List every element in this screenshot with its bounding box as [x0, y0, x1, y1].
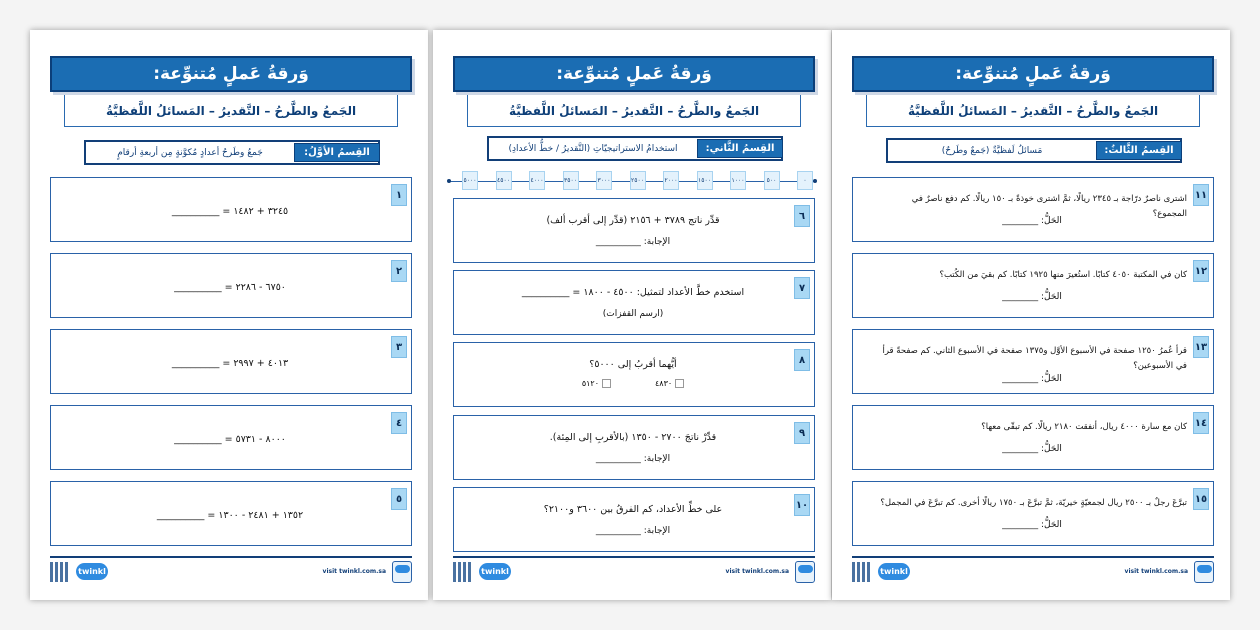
problem-text: قدِّرْ ناتجَ ٢٧٠٠ - ١٣٥٠ (بالأقربِ إلى المِئة). [549, 432, 717, 443]
option[interactable] [582, 379, 611, 388]
problem-number: ١٠ [794, 494, 810, 516]
problem-text: على خطِّ الأعداد، كم الفرقُ بين ٣٦٠٠ و٢١٠٠؟ [543, 504, 723, 515]
page-footer [453, 556, 815, 584]
problem-number: ٩ [794, 422, 810, 444]
twinkl-logo: twinkl [878, 563, 910, 580]
problem-box [852, 481, 1214, 546]
qr-code-icon [50, 562, 70, 582]
page-footer [852, 556, 1214, 584]
section-text: جَمعُ وطَرحُ أعدادٍ مُكوَّنةٍ مِن أربعةِ أرقامٍ [117, 147, 263, 158]
problem-number: ٣ [391, 336, 407, 358]
problem-box [50, 253, 412, 318]
problem-number: ١٥ [1193, 488, 1209, 510]
worksheet-page [832, 30, 1230, 600]
answer-line: الإجابة: __________ [595, 454, 671, 464]
problem-text: كان في المكتبة ٤٠٥٠ كتابًا. استُعيرَ منها ١٩٢٥ كتابًا. كم بقيَ من الكُتب؟ [939, 270, 1187, 280]
problem-number: ٢ [391, 260, 407, 282]
worksheet-title: وَرقةُ عَملٍ مُتنوِّعة: [453, 56, 815, 92]
problem-box [50, 405, 412, 470]
answer-line: الحَلُّ: ________ [1002, 374, 1062, 384]
number-line-tick: ٢٠٠٠ [663, 171, 679, 190]
problem-text: قرأ عُمرُ ١٢٥٠ صفحة في الأسبوع الأوَّل و١٣٧٥ صفحة في الأسبوع الثاني. كم صفحةً قرأ في الأسبوعين؟ [882, 346, 1187, 371]
problem-text: تبرَّعَ رجلٌ بـ ٢٥٠٠ ريال لجمعيّةٍ خيريّة، ثمَّ تبرَّعَ بـ ١٧٥٠ ريالًا أخرى. كم تبرَّعَ في المجمل؟ [880, 498, 1187, 508]
option-label: ٥١٢٠ [581, 379, 599, 388]
twinkl-badge-icon [1194, 561, 1214, 583]
problem-text: ٤٠١٣ + ٢٩٩٧ = __________ [171, 358, 289, 369]
twinkl-badge-icon [392, 561, 412, 583]
number-line-tick: ١٠٠٠ [730, 171, 746, 190]
problem-text: كان مع سارة ٤٠٠٠ ريال، أنفقت ٢١٨٠ ريالًا. كم تبقّى معها؟ [981, 422, 1187, 432]
page-footer [50, 556, 412, 584]
number-line-tick: ٥٠٠٠ [462, 171, 478, 190]
problem-text: اشترى ناصرٌ درّاجة بـ ٢٣٤٥ ريالًا، ثمَّ اشترى خوذةً بـ ١٥٠ ريالًا. كم دفع ناصرٌ في المجموع؟ [911, 194, 1187, 219]
checkbox[interactable] [602, 379, 611, 388]
number-line-tick: ٣٠٠٠ [596, 171, 612, 190]
worksheet-subtitle: الجَمعُ والطَّرحُ – التَّقديرُ – المَسائلُ اللَّفظيَّةُ [866, 95, 1200, 127]
problem-box [50, 329, 412, 394]
footer-url[interactable]: visit twinkl.com.sa [322, 568, 386, 575]
problem-box [50, 481, 412, 546]
problem-box [453, 487, 815, 552]
problem-number: ١١ [1193, 184, 1209, 206]
problem-number: ١٤ [1193, 412, 1209, 434]
problem-text: استخدم خطَّ الأعداد لتمثيل: ٤٥٠٠ - ١٨٠٠ = __________ [521, 287, 745, 298]
problem-number: ١٣ [1193, 336, 1209, 358]
twinkl-logo: twinkl [76, 563, 108, 580]
number-line [449, 171, 815, 191]
problem-number: ١ [391, 184, 407, 206]
qr-code-icon [852, 562, 872, 582]
number-line-tick: ٣٥٠٠ [563, 171, 579, 190]
section-label: القِسمُ الأوَّلُ: [294, 143, 380, 162]
twinkl-logo: twinkl [479, 563, 511, 580]
problem-text: ٣٢٤٥ + ١٤٨٢ = __________ [171, 206, 289, 217]
section-label: القِسمُ الثَّاني: [697, 139, 783, 158]
footer-url[interactable]: visit twinkl.com.sa [725, 568, 789, 575]
option-label: ٤٨٣٠ [655, 379, 673, 388]
number-line-tick: ٥٠٠ [764, 171, 780, 190]
problem-text: قدِّر ناتج ٣٧٨٩ + ٢١٥٦ (قدِّر إلى أقرب ألف) [546, 215, 720, 226]
problem-text: أيُّهما أقربُ إلى ٥٠٠٠؟ [589, 359, 677, 370]
number-line-tick: ١٥٠٠ [697, 171, 713, 190]
worksheet-page [433, 30, 831, 600]
problem-text: ٨٠٠٠ - ٥٧٣١ = __________ [174, 434, 286, 445]
number-line-tick: ٢٥٠٠ [630, 171, 646, 190]
section-header [886, 138, 1182, 163]
problem-text: ١٣٥٢ + ٢٤٨١ - ١٣٠٠ = __________ [156, 510, 304, 521]
problem-box [453, 415, 815, 480]
answer-line: الحَلُّ: ________ [1002, 292, 1062, 302]
problem-box [852, 177, 1214, 242]
problem-box [852, 253, 1214, 318]
footer-url[interactable]: visit twinkl.com.sa [1124, 568, 1188, 575]
problem-box [852, 405, 1214, 470]
worksheet-subtitle: الجَمعُ والطَّرحُ – التَّقديرُ – المَسائلُ اللَّفظيَّةُ [467, 95, 801, 127]
problem-box [852, 329, 1214, 394]
problem-number: ٧ [794, 277, 810, 299]
problem-number: ٨ [794, 349, 810, 371]
section-text: مَسائلُ لَفظيَّةٌ (جَمعٌ وطَرحٌ) [941, 145, 1043, 156]
section-text: استخدامُ الاستراتيجيّاتِ (التَّقديرُ / خطُّ الأعدادِ) [508, 143, 678, 154]
number-line-tick: ٠ [797, 171, 813, 190]
answer-line: الإجابة: __________ [595, 526, 671, 536]
answer-options [478, 379, 788, 388]
twinkl-badge-icon [795, 561, 815, 583]
answer-line: الحَلُّ: ________ [1002, 444, 1062, 454]
problem-box [453, 342, 815, 407]
answer-line: الحَلُّ: ________ [1002, 216, 1062, 226]
checkbox[interactable] [675, 379, 684, 388]
answer-line: (ارسم القفزات) [602, 309, 664, 319]
problem-number: ٦ [794, 205, 810, 227]
qr-code-icon [453, 562, 473, 582]
worksheet-subtitle: الجَمعُ والطَّرحُ – التَّقديرُ – المَسائلُ اللَّفظيَّةُ [64, 95, 398, 127]
worksheet-title: وَرقةُ عَملٍ مُتنوِّعة: [852, 56, 1214, 92]
option[interactable] [655, 379, 684, 388]
problem-text: ٦٧٥٠ - ٢٢٨٦ = __________ [174, 282, 286, 293]
worksheet-title: وَرقةُ عَملٍ مُتنوِّعة: [50, 56, 412, 92]
problem-box [50, 177, 412, 242]
worksheet-page [30, 30, 428, 600]
answer-line: الحَلُّ: ________ [1002, 520, 1062, 530]
problem-number: ٥ [391, 488, 407, 510]
problem-number: ٤ [391, 412, 407, 434]
number-line-tick: ٤٠٠٠ [529, 171, 545, 190]
section-label: القِسمُ الثَّالثُ: [1096, 141, 1182, 160]
answer-line: الإجابة: __________ [595, 237, 671, 247]
number-line-tick: ٤٥٠٠ [496, 171, 512, 190]
section-header [487, 136, 783, 161]
problem-box [453, 270, 815, 335]
problem-box [453, 198, 815, 263]
problem-number: ١٢ [1193, 260, 1209, 282]
section-header [84, 140, 380, 165]
